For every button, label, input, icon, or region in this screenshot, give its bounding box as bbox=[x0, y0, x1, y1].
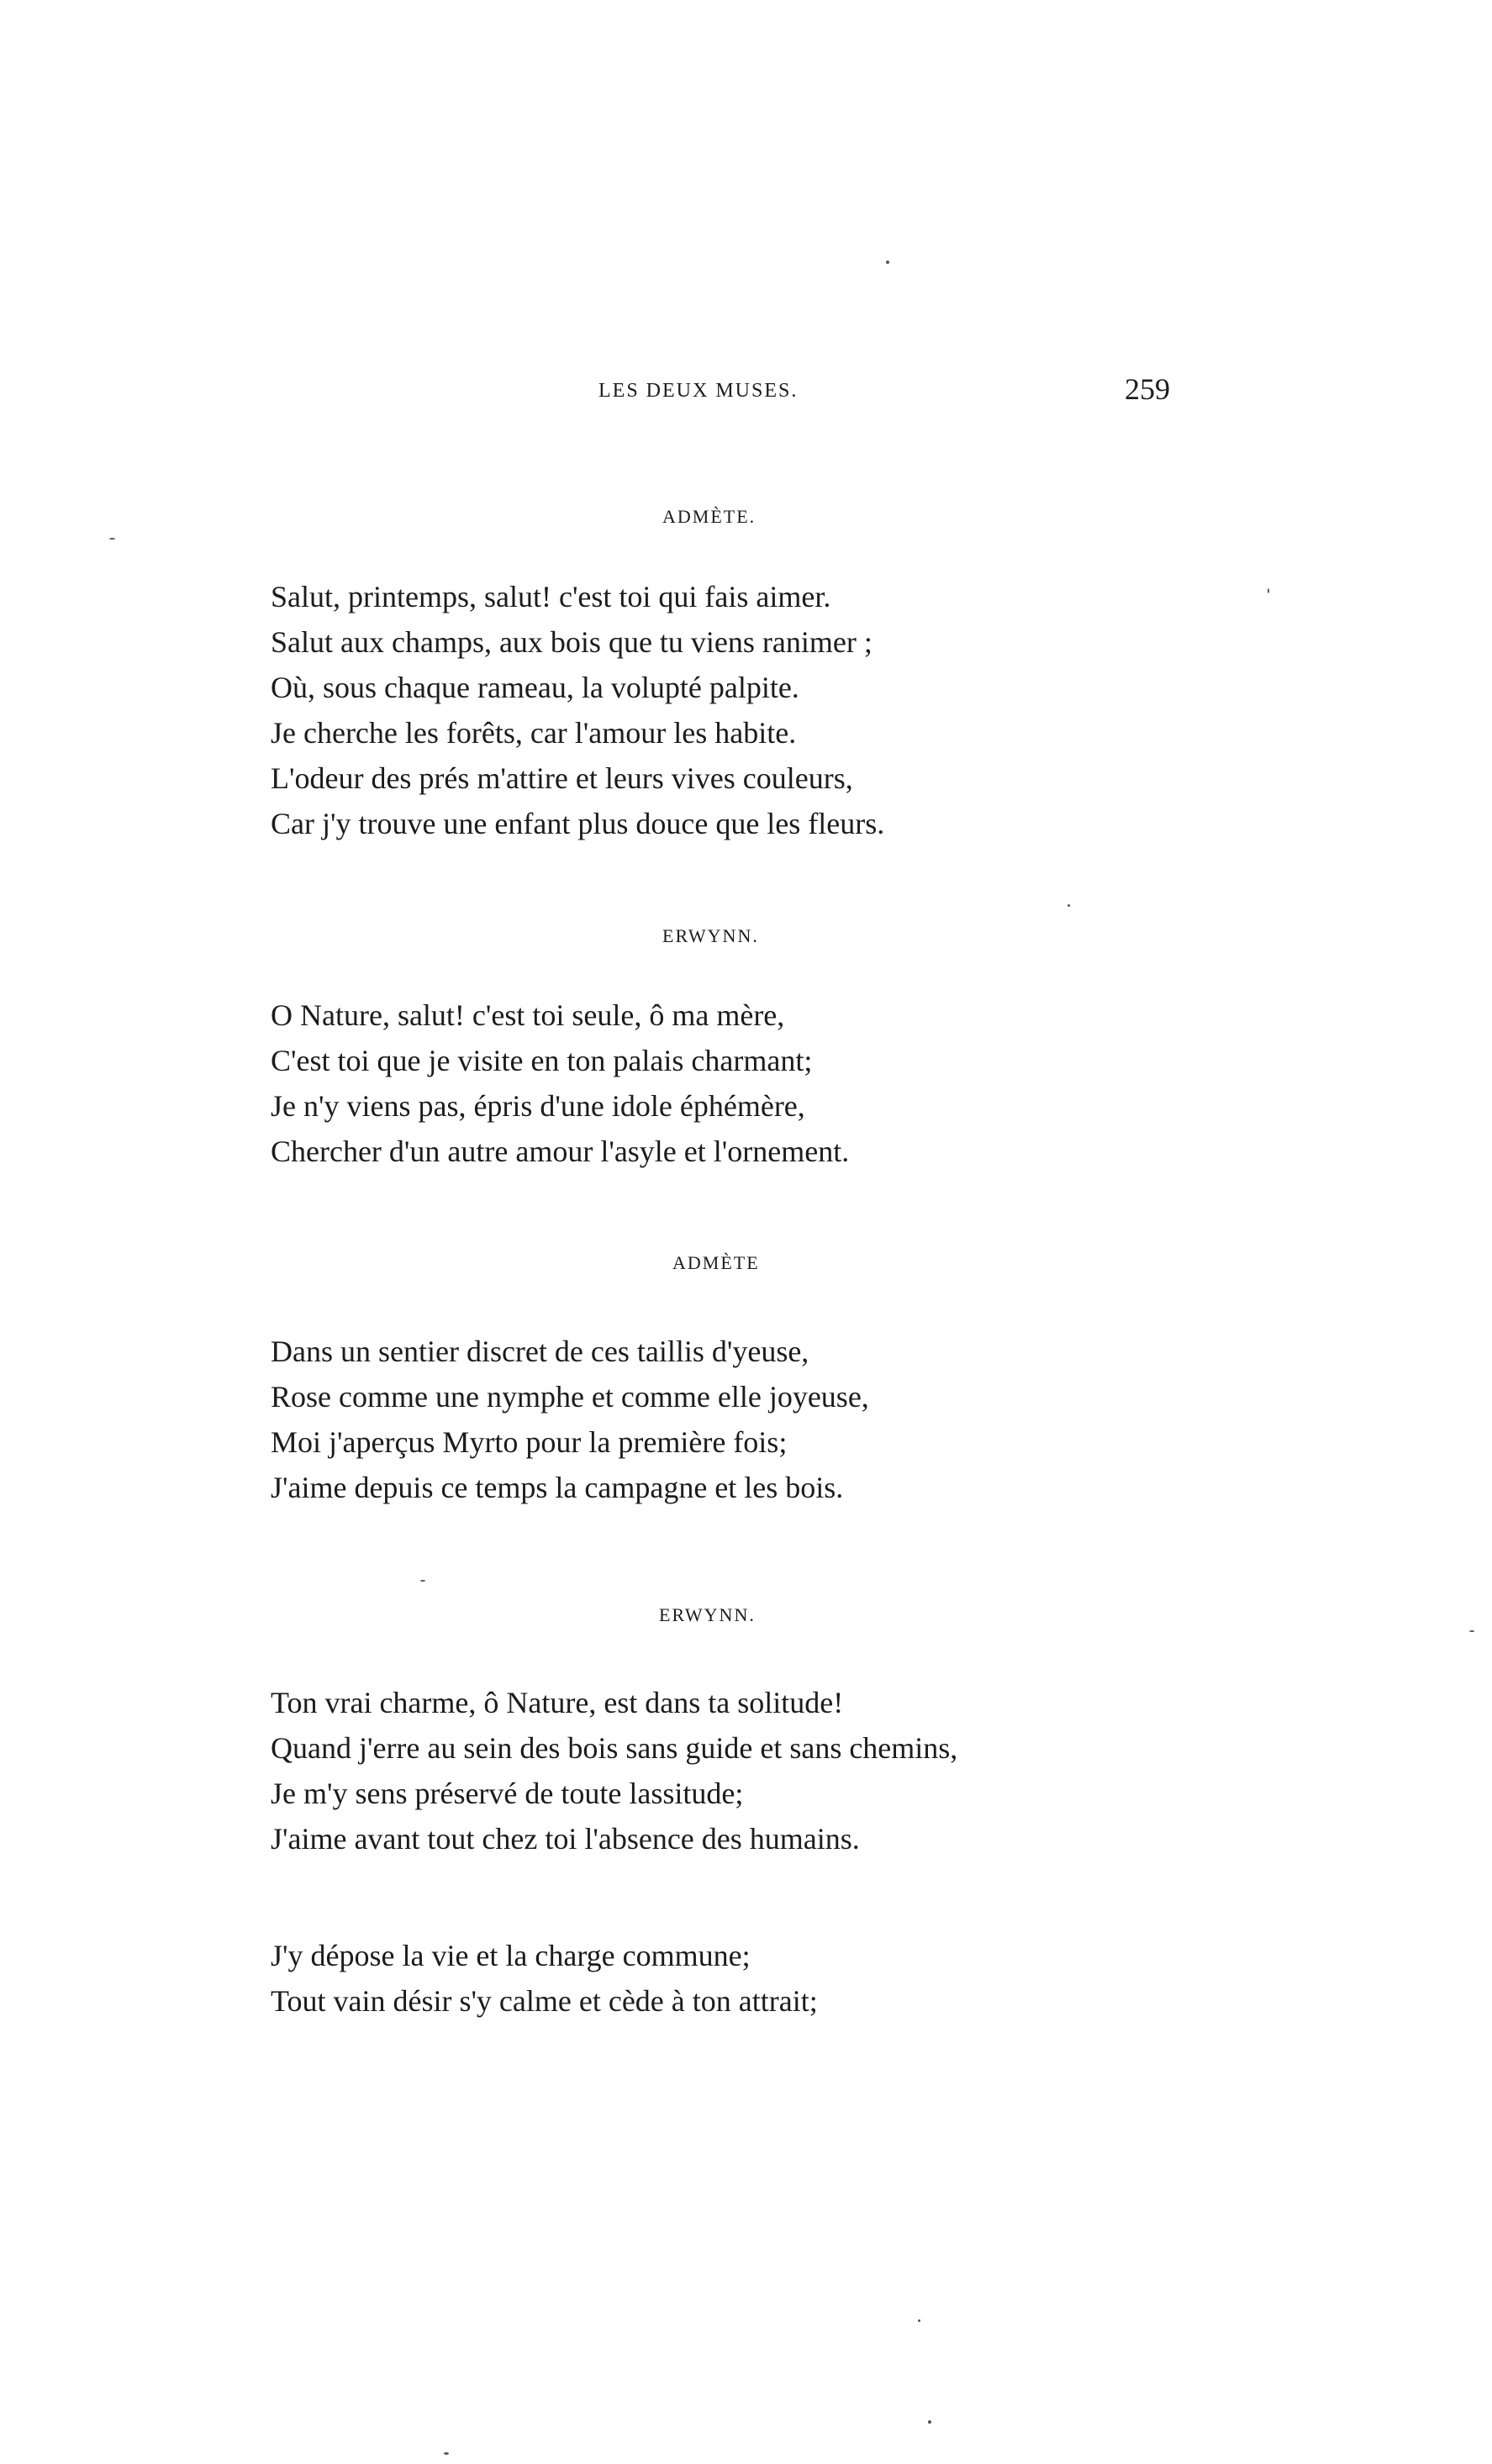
print-speck bbox=[1469, 1630, 1474, 1632]
stanza bbox=[271, 1933, 818, 2024]
verse-line: Salut, printemps, salut! c'est toi qui fais aimer. bbox=[271, 580, 831, 613]
verse-line: Moi j'aperçus Myrto pour la première fois; bbox=[271, 1425, 788, 1459]
print-speck bbox=[918, 2319, 920, 2322]
print-speck bbox=[109, 538, 115, 540]
verse-line: Car j'y trouve une enfant plus douce que les fleurs. bbox=[271, 807, 885, 840]
print-speck bbox=[928, 2420, 931, 2424]
print-speck bbox=[1268, 588, 1269, 593]
verse-line: Ton vrai charme, ô Nature, est dans ta solitude! bbox=[271, 1686, 844, 1719]
verse-line: Dans un sentier discret de ces taillis d'yeuse, bbox=[271, 1335, 809, 1368]
print-speck bbox=[886, 261, 889, 264]
verse-line: Je m'y sens préservé de toute lassitude; bbox=[271, 1777, 744, 1810]
stanza bbox=[271, 574, 884, 846]
print-speck bbox=[444, 2452, 449, 2455]
stanza bbox=[271, 1329, 869, 1510]
page-number: 259 bbox=[1125, 372, 1170, 406]
print-speck bbox=[420, 1580, 425, 1582]
verse-line: Chercher d'un autre amour l'asyle et l'ornement. bbox=[271, 1135, 850, 1168]
verse-line: Tout vain désir s'y calme et cède à ton attrait; bbox=[271, 1984, 818, 2018]
verse-line: O Nature, salut! c'est toi seule, ô ma mère, bbox=[271, 998, 785, 1032]
verse-line: Je n'y viens pas, épris d'une idole éphémère, bbox=[271, 1089, 805, 1123]
verse-line: C'est toi que je visite en ton palais charmant; bbox=[271, 1044, 813, 1077]
speaker-heading: ADMÈTE bbox=[672, 1252, 760, 1273]
stanza bbox=[271, 992, 849, 1174]
speaker-heading: ERWYNN. bbox=[662, 925, 759, 946]
running-title: LES DEUX MUSES. bbox=[598, 380, 799, 402]
verse-line: Rose comme une nymphe et comme elle joyeuse, bbox=[271, 1380, 869, 1414]
verse-line: J'aime avant tout chez toi l'absence des humains. bbox=[271, 1822, 860, 1856]
speaker-heading: ERWYNN. bbox=[659, 1604, 756, 1625]
verse-line: L'odeur des prés m'attire et leurs vives couleurs, bbox=[271, 761, 853, 795]
verse-line: J'aime depuis ce temps la campagne et les bois. bbox=[271, 1471, 844, 1504]
verse-line: Salut aux champs, aux bois que tu viens ranimer ; bbox=[271, 625, 873, 659]
verse-line: Je cherche les forêts, car l'amour les habite. bbox=[271, 716, 797, 750]
print-speck bbox=[1068, 904, 1070, 907]
verse-line: J'y dépose la vie et la charge commune; bbox=[271, 1939, 751, 1972]
stanza bbox=[271, 1680, 957, 1861]
verse-line: Où, sous chaque rameau, la volupté palpite. bbox=[271, 671, 799, 704]
verse-line: Quand j'erre au sein des bois sans guide et sans chemins, bbox=[271, 1731, 958, 1765]
speaker-heading: ADMÈTE. bbox=[662, 506, 757, 527]
